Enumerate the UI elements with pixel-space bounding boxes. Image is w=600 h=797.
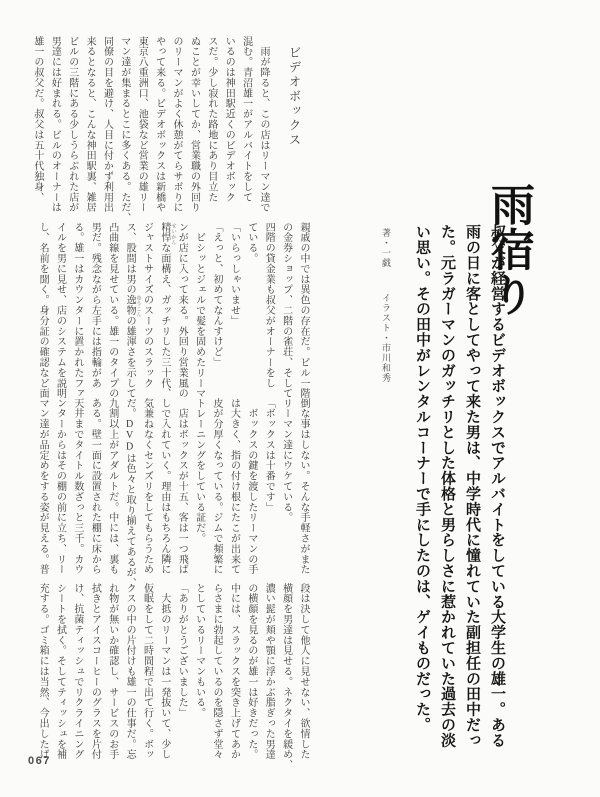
text-column: 天井までタイトル数ざっと三千。カウ <box>71 398 83 575</box>
text-column: 「ありがとうございました」 <box>176 583 188 719</box>
text-column: 男だ。残念ながら左手には指輪があ <box>89 222 101 389</box>
body-text-band-1 <box>25 36 268 223</box>
text-column: やって来る。ビデオボックスは新橋や <box>153 36 165 213</box>
text-column: 拭きとアイスコーヒーのグラスを片付 <box>89 583 101 760</box>
text-column: のリーマンがよく休憩がてらサボりに <box>171 36 183 213</box>
text-column: 充する。ゴミ箱には当然、今出したば <box>37 583 49 760</box>
text-column: ている。 <box>245 222 257 264</box>
text-column: 雨が降ると、この店はリーマン達で <box>258 36 269 213</box>
text-column: ぬことが幸いしてか、営業職の外回り <box>188 36 200 213</box>
text-column: し、名前を聞く。身分証の確認など面 <box>37 222 49 399</box>
text-column: 来るとなると、こんな神田駅裏、雑居 <box>84 36 96 213</box>
story-title: 雨宿り <box>484 182 533 317</box>
text-column: 凸曲線を見せている。雄一のタイプの <box>106 222 118 399</box>
text-column: た。元ラガーマンのガッチリとした体格と男らしさに惹かれていた過去の淡 <box>439 224 456 748</box>
body-text-band-2 <box>30 222 308 399</box>
credits <box>380 228 393 383</box>
text-column: 気兼ねなくセンズリをしてもらうため <box>141 398 153 575</box>
section-heading: ビデオボックス <box>287 46 301 148</box>
text-column: 「えっと、初めてなんすけど」 <box>211 222 223 368</box>
text-column: クスの中の片付けも雄一の仕事だ。忘 <box>124 583 136 760</box>
text-column: いるのは神田駅近くのビデオボック <box>223 36 235 203</box>
text-column: 男達には好まれる。ビルのオーナーは <box>49 36 61 213</box>
text-column: 皮が分厚くなっている。ジムで頻繁に <box>211 398 223 575</box>
text-column: の横顔を見るのが雄一は好きだった。 <box>245 583 257 760</box>
text-column: は大きく、指の付け根にたこが出来て <box>228 398 240 575</box>
text-column: らさまに勃起しているのを隠さず堂々 <box>211 583 223 760</box>
text-column: れ物が無いか確認し、サービスのお手 <box>106 583 118 760</box>
text-column: 東京八重洲口、池袋など営業の雄リー <box>136 36 148 213</box>
text-column: 雨の日に客としてやって来た男は、中学時代に憧れていた副担任の田中だっ <box>464 224 481 748</box>
text-column: ビルの三階にある少しうらぶれた店が <box>66 36 78 213</box>
text-column: 店はボックスが十五、客は一つ飛ば <box>176 398 188 575</box>
text-column: 混む。青沼雄一がアルバイトをして <box>240 36 252 203</box>
page-number: 067 <box>28 755 51 767</box>
text-column: トレーニングをしている証だ。 <box>193 398 205 544</box>
text-column: け、抗菌ティッシュでリクライニング <box>71 583 83 760</box>
body-text-band-4 <box>30 583 308 770</box>
text-column: ある。壁一面に設置された棚に床から <box>89 398 101 575</box>
text-column: 叔父が経営するビデオボックスでアルバイトをしている大学生の雄一。ある <box>489 224 506 748</box>
text-column: としているリーマンもいる。 <box>193 583 205 719</box>
text-column: 九割以上がアダルトだ。中には、裏も <box>106 398 118 575</box>
text-column: リーマン達にウケている。 <box>280 398 292 523</box>
text-column: 倒な事はしない。そんな手軽さがまた <box>298 398 309 575</box>
furigana-yuukon: ゆうこん <box>135 295 141 317</box>
text-column: 濃い髭が頬や顎に浮かぶ脂ぎった男達 <box>263 583 275 760</box>
text-column: ンが店に入って来る。外回り営業風の <box>176 222 188 399</box>
illustrator-credit: イラスト・市川和秀 <box>381 293 391 383</box>
furigana-seikan: せいかん <box>170 223 176 245</box>
text-column: だ。DVDは色々と取り揃えてあるが、 <box>124 398 136 589</box>
text-column: 同僚の目を避け、人目に付かず利用出 <box>101 36 113 213</box>
text-column: い思い。その田中がレンタルコーナーで手にしたのは、ゲイものだった。 <box>414 224 431 733</box>
text-column: の金券ショップ、二階の雀荘、そして <box>280 222 292 399</box>
body-text-band-3 <box>30 398 308 588</box>
text-column: スだ。少し寂れた路地にあり目立た <box>205 36 217 203</box>
text-column: 「ボックスは十番です」 <box>263 398 275 513</box>
lead-paragraph <box>405 224 505 748</box>
author-credit: 著・一戯 <box>381 228 391 268</box>
text-column: しで入れていく。理由はもちろん隣に <box>158 398 170 575</box>
text-column: る。雄一はカウンターに置かれたファ <box>71 222 83 399</box>
text-column: 段は決して他人に見せない、欲情した <box>298 583 309 760</box>
text-column: ス、股間は男の逸物の雄渾さを示して <box>124 222 136 399</box>
text-column: 四階の貸金業も叔父がオーナーをし <box>263 222 275 389</box>
text-column: ンターからはその棚の前に立ち、リー <box>54 398 66 575</box>
text-column: マン達が集まるとこに多くある。ただ、 <box>118 36 130 224</box>
text-column: マン達が品定めをする姿が見える。普 <box>37 398 49 575</box>
text-column: シートを拭く。そしてティッシュを補 <box>54 583 66 760</box>
text-column: ジャストサイズのスーツのスラック <box>141 222 153 389</box>
text-column: 横顔を男達は見せる。ネクタイを緩め、 <box>280 583 292 771</box>
text-column: 精悍な面構え、ガッチリした三十代、 <box>158 222 170 399</box>
text-column: 中には、スラックスを突き上げてあか <box>228 583 240 760</box>
text-column: イルを男に見せ、店のシステムを説明 <box>54 222 66 399</box>
text-column: ボックスの鍵を渡したリーマンの手 <box>245 398 257 575</box>
text-column: 仮眠をして二時間程で出て行く。ボッ <box>141 583 153 760</box>
text-column: 雄一の叔父だ。叔父は五十代独身、 <box>31 36 43 203</box>
text-column: 大抵のリーマンは一発抜いて、少し <box>158 583 170 760</box>
text-column: ビシッとジェルで髪を固めたリーマ <box>193 222 205 399</box>
text-column: 親戚の中では異色の存在だ。ビル一階 <box>298 222 309 399</box>
text-column: 「いらっしゃいませ」 <box>228 222 240 326</box>
